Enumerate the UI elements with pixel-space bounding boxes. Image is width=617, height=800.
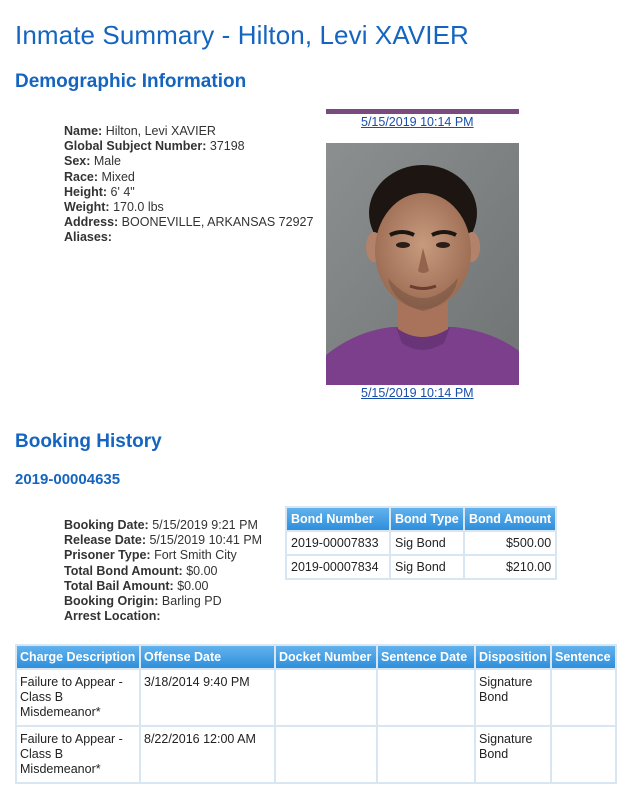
booking-number: 2019-00004635 <box>15 471 121 488</box>
sentence-date-cell <box>377 669 475 726</box>
column-header-sentence: Sentence <box>551 645 616 669</box>
column-header-bond-number: Bond Number <box>286 507 390 531</box>
column-header-docket-number: Docket Number <box>275 645 377 669</box>
field-name: Name: Hilton, Levi XAVIER <box>64 124 216 138</box>
demographic-heading: Demographic Information <box>15 71 247 92</box>
booking-history-heading: Booking History <box>15 431 162 452</box>
offense-date-cell: 8/22/2016 12:00 AM <box>140 726 275 783</box>
bond-amount-cell: $500.00 <box>464 531 556 555</box>
field-address: Address: BOONEVILLE, ARKANSAS 72927 <box>64 215 314 230</box>
column-header-disposition: Disposition <box>475 645 551 669</box>
sentence-cell <box>551 669 616 726</box>
sentence-date-cell <box>377 726 475 783</box>
table-row <box>16 669 616 726</box>
offense-date-cell: 3/18/2014 9:40 PM <box>140 669 275 726</box>
column-header-charge-description: Charge Description <box>16 645 140 669</box>
column-header-offense-date: Offense Date <box>140 645 275 669</box>
bond-table <box>285 506 557 580</box>
table-row <box>286 531 556 555</box>
bond-number-cell: 2019-00007834 <box>286 555 390 579</box>
field-release-date: Release Date: 5/15/2019 10:41 PM <box>64 533 263 548</box>
field-aliases: Aliases: <box>64 230 112 245</box>
column-header-bond-type: Bond Type <box>390 507 464 531</box>
bond-number-cell: 2019-00007833 <box>286 531 390 555</box>
field-total-bond-amount: Total Bond Amount: $0.00 <box>64 563 218 578</box>
field-sex: Sex: Male <box>64 154 121 169</box>
field-arrest-location: Arrest Location: <box>64 609 161 624</box>
table-row <box>16 726 616 783</box>
field-race: Race: Mixed <box>64 169 135 184</box>
field-weight: Weight: 170.0 lbs <box>64 200 164 215</box>
field-booking-date: Booking Date: 5/15/2019 9:21 PM <box>64 518 258 532</box>
docket-number-cell <box>275 669 377 726</box>
field-height: Height: 6' 4" <box>64 184 135 199</box>
column-header-sentence-date: Sentence Date <box>377 645 475 669</box>
booking-fields <box>64 518 262 624</box>
field-booking-origin: Booking Origin: Barling PD <box>64 594 222 609</box>
photo-date-link-top[interactable]: 5/15/2019 10:14 PM <box>361 115 474 129</box>
previous-photo-edge <box>326 109 519 114</box>
field-prisoner-type: Prisoner Type: Fort Smith City <box>64 548 237 563</box>
bond-type-cell: Sig Bond <box>390 531 464 555</box>
field-global-subject-number: Global Subject Number: 37198 <box>64 139 245 154</box>
docket-number-cell <box>275 726 377 783</box>
disposition-cell: Signature Bond <box>475 669 551 726</box>
bond-type-cell: Sig Bond <box>390 555 464 579</box>
mugshot-photo <box>326 143 519 385</box>
charges-table-container[interactable] <box>15 644 611 784</box>
table-row <box>286 555 556 579</box>
photo-date-link-bottom[interactable]: 5/15/2019 10:14 PM <box>361 386 474 400</box>
column-header-bond-amount: Bond Amount <box>464 507 556 531</box>
charge-description-cell: Failure to Appear - Class B Misdemeanor* <box>16 726 140 783</box>
demographic-fields <box>64 124 313 246</box>
charges-table <box>15 644 617 784</box>
charge-description-cell: Failure to Appear - Class B Misdemeanor* <box>16 669 140 726</box>
sentence-cell <box>551 726 616 783</box>
disposition-cell: Signature Bond <box>475 726 551 783</box>
charges-table-header <box>16 645 616 669</box>
bond-amount-cell: $210.00 <box>464 555 556 579</box>
page-title: Inmate Summary - Hilton, Levi XAVIER <box>15 20 469 50</box>
bond-table-header <box>286 507 556 531</box>
field-total-bail-amount: Total Bail Amount: $0.00 <box>64 578 209 593</box>
